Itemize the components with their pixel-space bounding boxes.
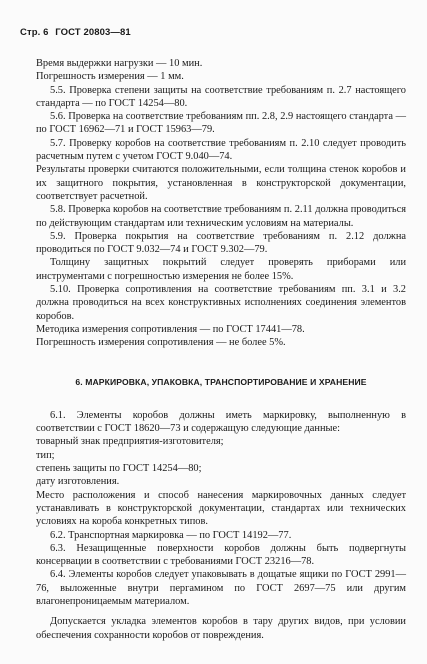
paragraph: 5.6. Проверка на соответствие требованиям пп. 2.8, 2.9 настоящего стандарта — по ГОСТ 16962—71 и ГОСТ 15963—79. — [36, 111, 406, 136]
paragraph: 5.10. Проверка сопротивления на соответствие требованиям пп. 3.1 и 3.2 должна проводиться на всех конструктивных исполнениях соединения элементов коробов. — [36, 284, 406, 322]
paragraph: Допускается укладка элементов коробов в тару других видов, при условии обеспечения сохранности коробов от повреждения. — [36, 616, 406, 641]
list-item: товарный знак предприятия-изготовителя; — [36, 436, 224, 448]
paragraph: 6.3. Незащищенные поверхности коробов должны быть подвергнуты консервации в соответствии с требованиями ГОСТ 23216—78. — [36, 542, 406, 568]
paragraph: Погрешность измерения сопротивления — не более 5%. — [36, 337, 286, 349]
page-header — [20, 27, 135, 38]
page-number: Стр. 6 — [20, 27, 49, 38]
paragraph: 5.8. Проверка коробов на соответствие требованиям п. 2.11 должна проводиться по действующим стандартам или техническим условиям на материалы. — [36, 204, 406, 229]
paragraph: 6.4. Элементы коробов следует упаковывать в дощатые ящики по ГОСТ 2991—76, выложенные внутри пергамином по ГОСТ 2697—75 или другим влагонепроницаемым материалом. — [36, 569, 406, 607]
list-item: тип; — [36, 449, 55, 461]
list-item: степень защиты по ГОСТ 14254—80; — [36, 463, 202, 475]
paragraph: 5.7. Проверку коробов на соответствие требованиям п. 2.10 следует проводить расчетным путем с учетом ГОСТ 9.040—74. — [36, 137, 406, 163]
section-heading: 6. МАРКИРОВКА, УПАКОВКА, ТРАНСПОРТИРОВАНИЕ И ХРАНЕНИЕ — [75, 376, 367, 387]
paragraph: Место расположения и способ нанесения маркировочных данных следует устанавливать в конструкторской документации, стандартах или технических условиях на короба конкретных типов. — [36, 489, 406, 528]
paragraph: 6.2. Транспортная маркировка — по ГОСТ 14192—77. — [50, 529, 292, 541]
paragraph: 5.9. Проверка покрытия на соответствие требованиям п. 2.12 должна проводиться по ГОСТ 9.032—74 и ГОСТ 9.302—79. — [36, 230, 406, 256]
paragraph: Время выдержки нагрузки — 10 мин. — [36, 58, 203, 69]
list-item: дату изготовления. — [36, 476, 120, 488]
paragraph: Толщину защитных покрытий следует проверять приборами или инструментами с погрешностью измерения не более 15%. — [36, 257, 406, 282]
standard-number: ГОСТ 20803—81 — [55, 27, 131, 38]
paragraph: 6.1. Элементы коробов должны иметь маркировку, выполненную в соответствии с ГОСТ 18620—73 и содержащую следующие данные: — [36, 409, 406, 435]
page-body — [36, 57, 406, 642]
paragraph: 5.5. Проверка степени защиты на соответствие требованиям п. 2.7 настоящего стандарта — по ГОСТ 14254—80. — [36, 84, 406, 109]
paragraph: Методика измерения сопротивления — по ГОСТ 17441—78. — [36, 323, 305, 335]
paragraph: Погрешность измерения — 1 мм. — [36, 71, 184, 83]
paragraph: Результаты проверки считаются положительными, если толщина стенок коробов и их защитного покрытия, установленная в конструкторской документации, соответствует расчетной. — [36, 164, 406, 202]
